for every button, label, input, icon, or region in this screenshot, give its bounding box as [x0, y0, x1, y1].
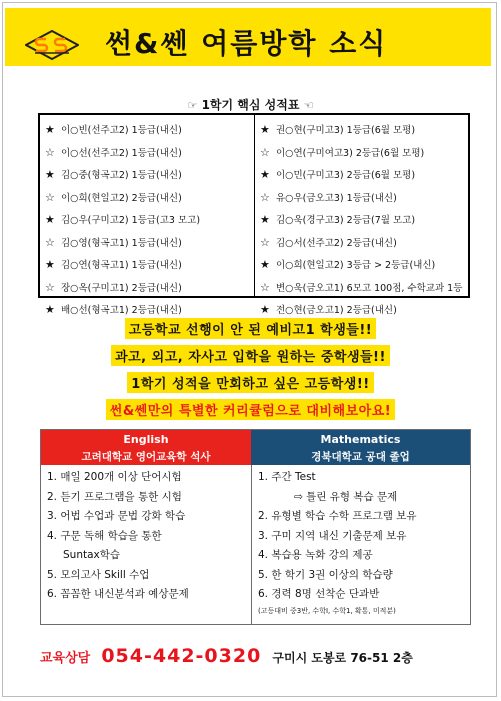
grade-row: [40, 142, 254, 165]
promo-highlight-text: 썬&쎈만의 특별한 커리큘럼으로 대비해보아요!: [106, 399, 395, 420]
academy-logo-icon: [25, 30, 79, 60]
grade-row: [40, 119, 254, 142]
contact-label: 교육상담: [40, 651, 91, 666]
grade-text: 변○욱(금오고1) 6모고 100점, 수학교과 1등: [276, 282, 463, 294]
english-features: [47, 468, 249, 605]
list-item: ⇨ 틀린 유형 복습 문제: [294, 490, 398, 503]
list-item: 4. 구문 독해 학습을 통한: [47, 529, 162, 542]
star-icon: ★: [260, 123, 270, 136]
grade-text: 유○우(금오고3) 1등급(내신): [276, 192, 397, 204]
grade-text: 김○욱(경구고3) 2등급(7월 모고): [276, 215, 416, 226]
list-item: 2. 듣기 프로그램을 통한 시험: [47, 490, 182, 503]
english-title: English: [123, 433, 169, 446]
list-item-note: (고등대비 중3반, 수학I, 수학1, 확통, 미적분): [258, 606, 396, 615]
grade-text: 이○빈(선주고2) 1등급(내신): [61, 125, 182, 136]
grade-row: [40, 232, 254, 255]
grade-text: 이○희(현일고2) 2등급(내신): [61, 192, 182, 204]
list-item: 6. 경력 8명 선착순 단과반: [258, 588, 380, 600]
title-banner: [5, 8, 491, 66]
phone-number: 054-442-0320: [101, 645, 262, 667]
column-divider: [251, 465, 252, 624]
star-icon: ★: [45, 123, 55, 136]
grades-table: [38, 113, 470, 316]
star-outline-icon: ☆: [45, 235, 55, 249]
contact-footer: [40, 645, 460, 667]
grade-text: 김○서(선주고2) 2등급(내신): [276, 237, 397, 249]
grade-text: 김○우(구미고2) 1등급(고3 모고): [61, 215, 201, 226]
list-item: 1. 주간 Test: [258, 471, 316, 483]
grade-row: [255, 119, 468, 142]
promo-text: 과고, 외고, 자사고 입학을 원하는 중학생들!!: [111, 345, 390, 366]
list-item: 6. 꼼꼼한 내신분석과 예상문제: [47, 588, 189, 600]
star-outline-icon: ☆: [260, 190, 270, 204]
list-item: 5. 모의고사 Skill 수업: [47, 568, 150, 581]
grades-table-title: [0, 96, 501, 113]
grades-title-text: 1학기 핵심 성적표: [201, 98, 300, 112]
list-item: 2. 유형별 학습 수학 프로그램 보유: [258, 510, 417, 522]
math-features: [258, 468, 470, 617]
grade-row: [255, 254, 468, 277]
promo-text: 1학기 성적을 만회하고 싶은 고등학생!!: [127, 372, 373, 393]
list-item: 1. 매일 200개 이상 단어시험: [47, 471, 182, 483]
star-outline-icon: ☆: [45, 145, 55, 159]
grade-row: [255, 164, 468, 187]
star-outline-icon: ☆: [45, 190, 55, 204]
grade-text: 권○현(구미고3) 1등급(6월 모평): [276, 125, 416, 136]
grades-column-left: [40, 115, 254, 316]
promo-line: [0, 345, 501, 366]
pointing-hand-right-icon: ☜: [303, 99, 314, 112]
grade-text: 김○중(형곡고2) 1등급(내신): [61, 170, 182, 181]
grade-row: [40, 164, 254, 187]
star-icon: ★: [260, 168, 270, 181]
grade-row: [255, 277, 468, 300]
star-icon: ★: [45, 213, 55, 226]
grade-row: [40, 187, 254, 210]
math-title: Mathematics: [320, 433, 401, 446]
star-icon: ★: [260, 258, 270, 271]
promo-line: [0, 318, 501, 339]
star-icon: ★: [260, 213, 270, 226]
grade-row: [255, 187, 468, 210]
star-outline-icon: ☆: [260, 235, 270, 249]
list-item: 4. 복습용 녹화 강의 제공: [258, 549, 373, 561]
star-outline-icon: ☆: [260, 145, 270, 159]
star-icon: ★: [260, 303, 270, 316]
promo-line: [0, 372, 501, 393]
grade-row: [40, 254, 254, 277]
list-item: Suntax학습: [63, 549, 121, 561]
math-teacher: 경북대학교 공대 졸업: [311, 451, 410, 463]
list-item: 5. 한 학기 3권 이상의 학습량: [258, 568, 393, 581]
star-outline-icon: ☆: [260, 280, 270, 294]
promo-line: [0, 399, 501, 420]
english-teacher: 고려대학교 영어교육학 석사: [81, 451, 211, 463]
grades-column-right: [254, 115, 468, 316]
star-icon: ★: [45, 303, 55, 316]
math-header: [251, 430, 470, 465]
grade-text: 김○연(형곡고1) 1등급(내신): [61, 260, 182, 271]
pointing-hand-left-icon: ☞: [187, 99, 198, 112]
grade-text: 장○옥(구미고1) 2등급(내신): [61, 282, 182, 294]
page-title: 썬&쎈 여름방학 소식: [105, 27, 388, 60]
grade-row: [40, 277, 254, 300]
list-item: 3. 어법 수업과 문법 강화 학습: [47, 510, 186, 522]
english-header: [41, 430, 251, 465]
address: 구미시 도봉로 76-51 2층: [272, 651, 413, 665]
star-outline-icon: ☆: [45, 280, 55, 294]
grade-text: 김○영(형곡고1) 1등급(내신): [61, 237, 182, 249]
grade-row: [255, 209, 468, 232]
subjects-box: [40, 429, 471, 625]
grade-text: 이○선(선주고2) 1등급(내신): [61, 147, 182, 159]
grade-row: [255, 142, 468, 165]
grade-text: 배○선(형곡고1) 2등급(내신): [61, 305, 182, 316]
grade-row: [255, 232, 468, 255]
star-icon: ★: [45, 258, 55, 271]
grade-text: 이○희(현일고2) 3등급 > 2등급(내신): [276, 260, 436, 271]
grade-text: 전○현(금오고1) 2등급(내신): [276, 305, 397, 316]
grade-text: 이○연(구미여고3) 2등급(6월 모평): [276, 147, 425, 159]
grade-text: 이○민(구미고3) 2등급(6월 모평): [276, 170, 416, 181]
promo-text: 고등학교 선행이 안 된 예비고1 학생들!!: [125, 318, 376, 339]
star-icon: ★: [45, 168, 55, 181]
list-item: 3. 구미 지역 내신 기출문제 보유: [258, 529, 407, 542]
grade-row: [40, 209, 254, 232]
